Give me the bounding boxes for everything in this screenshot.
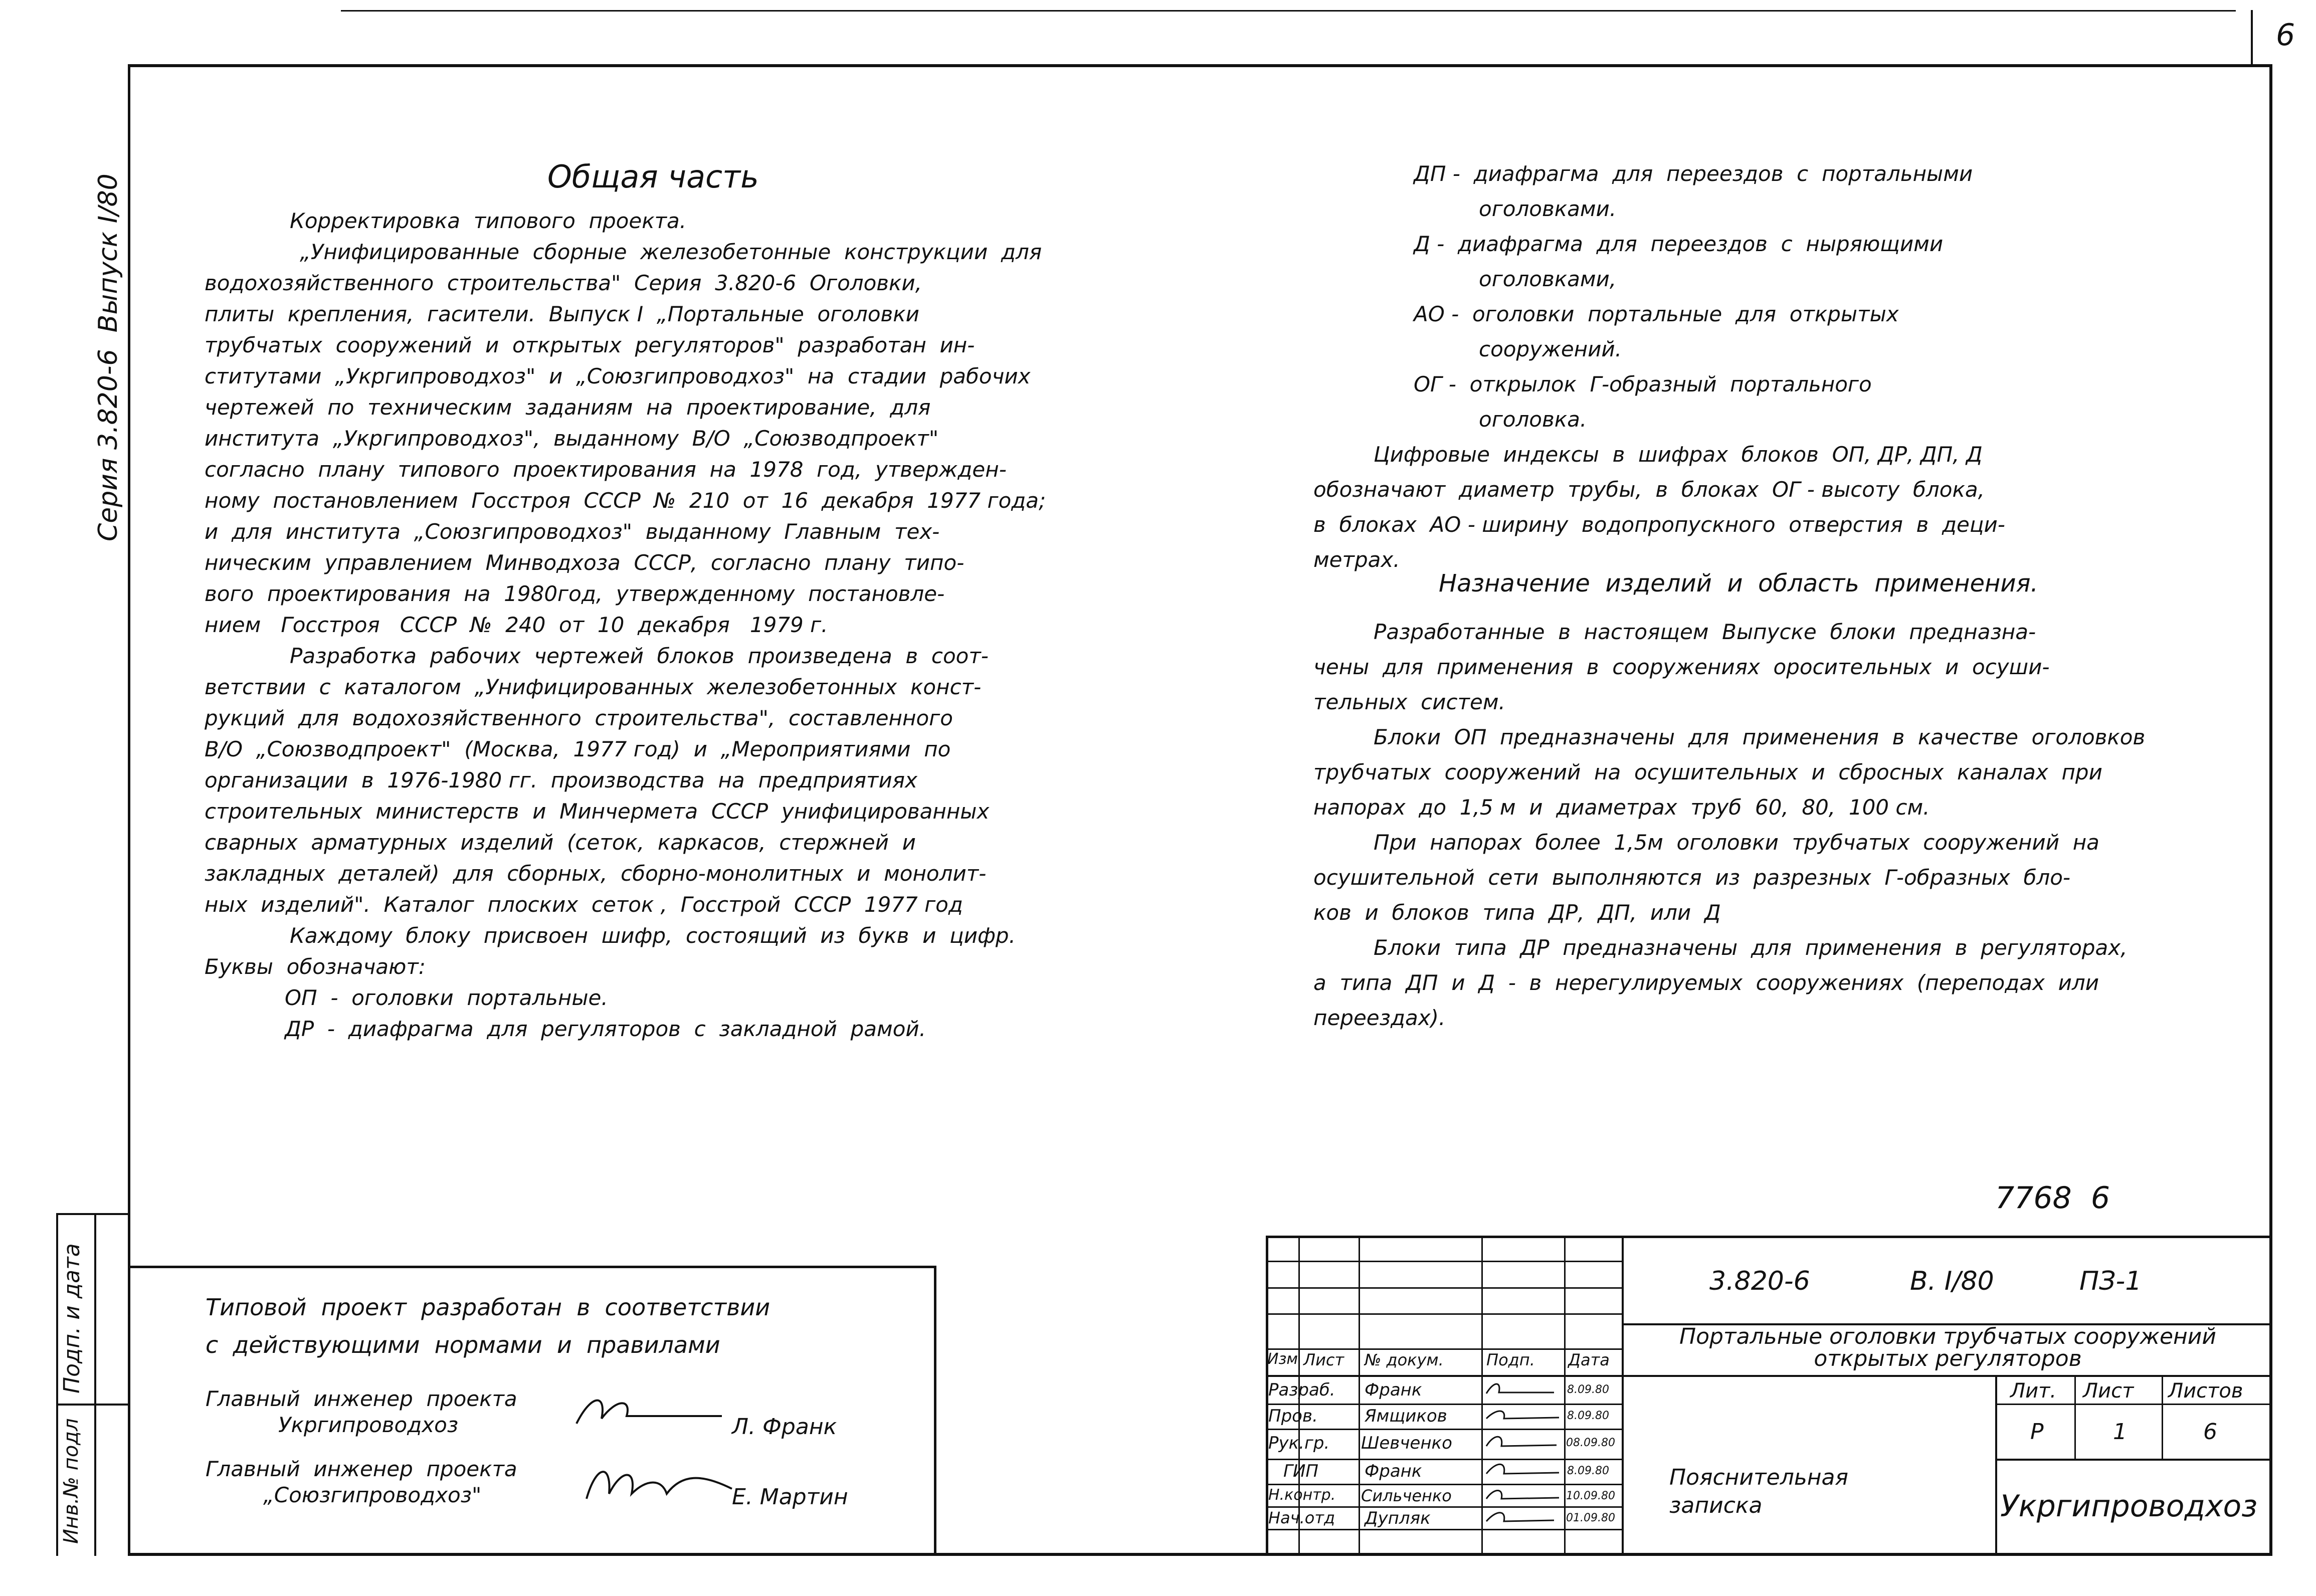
tb-h4	[1266, 1348, 1623, 1350]
tb-role: Рук.гр.	[1268, 1433, 1330, 1453]
text-line: чертежей по техническим заданиям на проектирование, для	[205, 395, 931, 420]
tb-h8	[1266, 1459, 1623, 1460]
tb-code: 3.820-6	[1709, 1266, 1810, 1296]
left-column	[205, 206, 1046, 1045]
tb-doc-type	[1669, 1464, 1880, 1520]
tb-role-name: Дупляк	[1365, 1508, 1431, 1528]
section-title: Общая часть	[547, 158, 759, 195]
tb-header-date: Дата	[1568, 1350, 1610, 1369]
tb-h5	[1266, 1375, 1623, 1377]
text-line: организации в 1976-1980 гг. производства на предприятиях	[205, 768, 917, 792]
tb-lit-label: Лит.	[2010, 1379, 2057, 1403]
tb-h3	[1266, 1313, 1623, 1315]
tb-role: Разраб.	[1268, 1380, 1335, 1400]
frame-top	[128, 64, 2271, 67]
tb-listov-value: 6	[2203, 1419, 2217, 1445]
engineer-1-org: Укргипроводхоз	[278, 1413, 459, 1437]
text-line: чены для применения в сооружениях оросительных и осуши-	[1313, 655, 2050, 679]
text-line: Корректировка типового проекта.	[290, 209, 687, 233]
text-line: строительных министерств и Минчермета СССР унифицированных	[205, 799, 990, 824]
text-line: сооружений.	[1479, 337, 1622, 361]
tb-doc-type-text: Пояснительная записка	[1669, 1465, 1848, 1518]
engineer-1-signature	[571, 1388, 732, 1436]
text-line: плиты крепления, гасители. Выпуск I „Портальные оголовки	[205, 302, 919, 326]
tb-role: Нач.отд	[1268, 1508, 1335, 1527]
text-line: сварных арматурных изделий (сеток, каркасов, стержней и	[205, 830, 916, 855]
text-line: Блоки ОП предназначены для применения в качестве оголовков	[1374, 725, 2146, 749]
series-label: Серия 3.820-6 Выпуск I/80	[93, 173, 123, 541]
engineer-2-org: „Союзгипроводхоз"	[263, 1483, 482, 1507]
tb-h7	[1266, 1429, 1623, 1430]
text-line: ков и блоков типа ДР, ДП, или Д	[1313, 900, 1721, 925]
text-line: оголовками.	[1479, 196, 1617, 221]
tb-r-h2	[1622, 1375, 2271, 1377]
text-line: Блоки типа ДР предназначены для применения в регуляторах,	[1374, 935, 2128, 960]
text-line: осушительной сети выполняются из разрезных Г-образных бло-	[1313, 865, 2071, 890]
tb-issue: В. I/80	[1910, 1266, 1994, 1296]
tb-role-name: Франк	[1365, 1461, 1422, 1481]
text-line: обозначают диаметр трубы, в блоках ОГ - высоту блока,	[1313, 477, 1985, 502]
text-line: ОГ - открылок Г-образный портального	[1414, 372, 1872, 396]
text-line: Буквы обозначают:	[205, 954, 426, 979]
text-line: ОП - оголовки портальные.	[285, 985, 608, 1010]
text-line: напорах до 1,5 м и диаметрах труб 60, 80, 100 см.	[1313, 795, 1930, 820]
text-line: оголовка.	[1479, 407, 1587, 432]
text-line: нием Госстроя СССР № 240 от 10 декабря 1979 г.	[205, 613, 828, 637]
tb-h2	[1266, 1287, 1623, 1289]
stamp-number: 7768 6	[1995, 1180, 2110, 1216]
engineer-2-name: Е. Мартин	[732, 1484, 848, 1510]
sign-column-signatures	[1484, 1378, 1564, 1556]
tb-role-date: 8.09.80	[1567, 1410, 1609, 1422]
strip-mid	[56, 1404, 129, 1406]
text-line: рукций для водохозяйственного строительства", составленного	[205, 706, 953, 730]
top-edge-line	[341, 10, 2236, 12]
right-column-lower	[1313, 615, 2145, 1036]
text-line: тельных систем.	[1313, 690, 1505, 714]
notice-line-1: Типовой проект разработан в соответствии	[206, 1294, 770, 1321]
text-line: „Унифицированные сборные железобетонные конструкции для	[300, 240, 1042, 264]
tb-r-h4	[1995, 1459, 2271, 1461]
tb-org: Укргипроводхоз	[2000, 1489, 2258, 1524]
tb-r-v3	[2162, 1375, 2163, 1459]
tb-h11	[1266, 1529, 1623, 1530]
tb-role-date: 8.09.80	[1567, 1383, 1609, 1396]
text-line: института „Укргипроводхоз", выданному В/О „Союзводпроект"	[205, 426, 939, 451]
tb-role-date: 8.09.80	[1567, 1465, 1609, 1477]
tb-list-label: Лист	[2083, 1379, 2134, 1403]
text-line: ных изделий". Каталог плоских сеток , Госстрой СССР 1977 год	[205, 892, 963, 917]
text-line: АО - оголовки портальные для открытых	[1414, 302, 1899, 326]
tb-name	[1628, 1326, 2267, 1370]
tb-list-value: 1	[2113, 1419, 2127, 1445]
tb-role-name: Ямщиков	[1365, 1406, 1447, 1426]
tb-role-name: Шевченко	[1361, 1433, 1452, 1453]
text-line: водохозяйственного строительства" Серия 3.820-6 Оголовки,	[205, 271, 922, 295]
notice-line-2: с действующими нормами и правилами	[206, 1331, 720, 1358]
text-line: трубчатых сооружений и открытых регуляторов" разработан ин-	[205, 333, 975, 357]
tb-header-izm: Изм	[1267, 1350, 1298, 1368]
text-line: Разработка рабочих чертежей блоков произведена в соот-	[290, 644, 989, 668]
tb-role-name: Сильченко	[1361, 1486, 1452, 1505]
tb-role-date: 08.09.80	[1566, 1437, 1615, 1449]
signatures-icon	[1484, 1378, 1564, 1554]
engineer-2-role: Главный инженер проекта	[206, 1457, 517, 1481]
text-line: и для института „Союзгипроводхоз" выданному Главным тех-	[205, 519, 940, 544]
section-heading-purpose: Назначение изделий и область применения.	[1439, 569, 2038, 597]
text-line: В/О „Союзводпроект" (Москва, 1977 год) и „Мероприятиями по	[205, 737, 951, 761]
tb-role: Н.контр.	[1268, 1486, 1336, 1504]
tb-h9	[1266, 1484, 1623, 1485]
signature-1-icon	[571, 1388, 732, 1434]
text-line: ДР - диафрагма для регуляторов с закладной рамой.	[285, 1017, 926, 1041]
tb-role-date: 10.09.80	[1566, 1490, 1615, 1502]
tb-h1	[1266, 1261, 1623, 1262]
engineer-1-role: Главный инженер проекта	[206, 1386, 517, 1411]
text-line: переездах).	[1313, 1006, 1446, 1030]
text-line: Цифровые индексы в шифрах блоков ОП, ДР, ДП, Д	[1374, 442, 1983, 467]
text-line: в блоках АО - ширину водопропускного отверстия в деци-	[1313, 512, 2005, 537]
text-line: оголовками,	[1479, 267, 1617, 291]
text-line: Д - диафрагма для переездов с ныряющими	[1414, 232, 1944, 256]
engineer-1-name: Л. Франк	[732, 1414, 837, 1440]
page-number: 6	[2276, 18, 2295, 53]
tb-h10	[1266, 1506, 1623, 1508]
strip-outer-left	[56, 1213, 58, 1556]
engineer-2-signature	[582, 1459, 742, 1511]
text-line: согласно плану типового проектирования на 1978 год, утвержден-	[205, 457, 1007, 482]
text-line: ДП - диафрагма для переездов с портальными	[1414, 161, 1973, 186]
tb-r-h3	[1995, 1404, 2271, 1405]
tb-h6	[1266, 1404, 1623, 1405]
tb-sheet-code: ПЗ-1	[2079, 1266, 2142, 1296]
text-line: трубчатых сооружений на осушительных и сбросных каналах при	[1313, 760, 2102, 784]
text-line: закладных деталей) для сборных, сборно-монолитных и монолит-	[205, 861, 987, 886]
text-line: При напорах более 1,5м оголовки трубчатых сооружений на	[1374, 830, 2099, 855]
text-line: Разработанные в настоящем Выпуске блоки предназна-	[1374, 620, 2036, 644]
tb-role: Пров.	[1268, 1406, 1318, 1426]
tb-r-v1	[1995, 1375, 1997, 1554]
tb-header-doc: № докум.	[1365, 1350, 1444, 1369]
text-line: ститутами „Укргипроводхоз" и „Союзгипроводхоз" на стадии рабочих	[205, 364, 1031, 388]
tb-header-sign: Подп.	[1486, 1350, 1535, 1369]
strip-cell-sign: Подп. и дата	[59, 1243, 85, 1393]
text-line: метрах.	[1313, 547, 1400, 572]
strip-divider	[94, 1213, 96, 1556]
strip-cell-inv: Инв.№ подл	[60, 1418, 83, 1544]
text-line: а типа ДП и Д - в нерегулируемых сооружениях (переподах или	[1313, 970, 2099, 995]
tb-r-v2	[2074, 1375, 2076, 1459]
text-line: Каждому блоку присвоен шифр, состоящий из букв и цифр.	[290, 923, 1016, 948]
tb-listov-label: Листов	[2168, 1379, 2243, 1403]
text-line: вого проектирования на 1980год, утвержденному постановле-	[205, 581, 945, 606]
page-number-divider	[2251, 10, 2253, 65]
tb-header-list: Лист	[1303, 1350, 1344, 1369]
text-line: ветствии с каталогом „Унифицированных железобетонных конст-	[205, 675, 982, 699]
right-column	[1313, 156, 2005, 577]
text-line: ническим управлением Минводхоза СССР, согласно плану типо-	[205, 550, 964, 575]
tb-role-name: Франк	[1365, 1380, 1422, 1400]
strip-top	[56, 1213, 129, 1215]
tb-role: ГИП	[1283, 1461, 1318, 1481]
tb-role-date: 01.09.80	[1566, 1512, 1615, 1524]
tb-name-text: Портальные оголовки трубчатых сооружений открытых регуляторов	[1679, 1324, 2216, 1371]
tb-lit-value: Р	[2030, 1419, 2044, 1445]
text-line: ному постановлением Госстроя СССР № 210 от 16 декабря 1977 года;	[205, 488, 1046, 513]
signature-2-icon	[582, 1459, 742, 1509]
